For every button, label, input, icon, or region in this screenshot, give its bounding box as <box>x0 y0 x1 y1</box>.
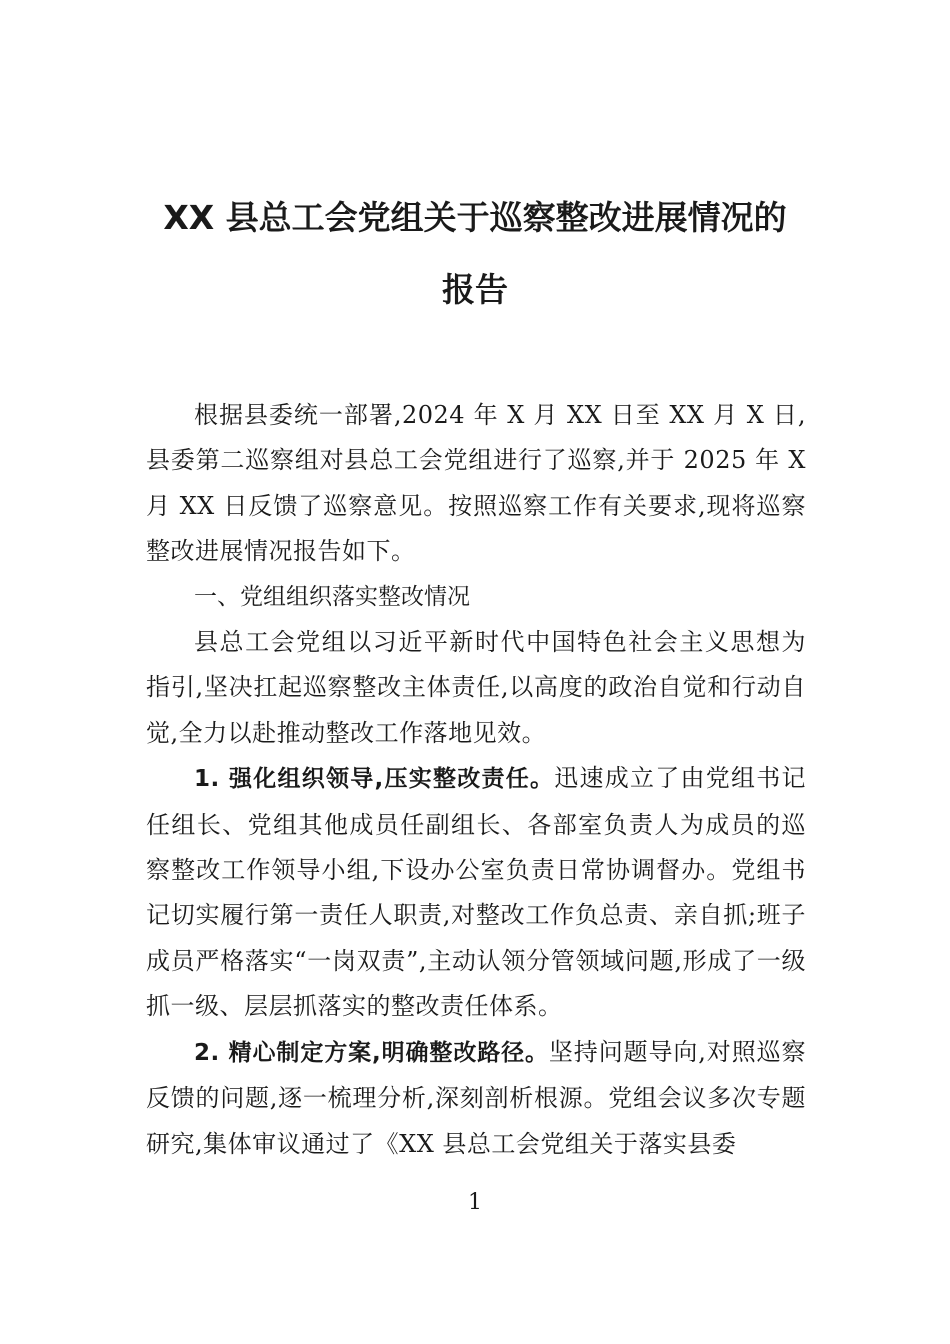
document-title <box>120 182 830 326</box>
intro-paragraph: 根据县委统一部署,2024 年 X 月 XX 日至 XX 月 X 日,县委第二巡察组对县总工会党组进行了巡察,并于 2025 年 X 月 XX 日反馈了巡察意见。按照巡察工作有关要求,现将巡察整改进展情况报告如下。 <box>146 401 806 566</box>
section-1-intro-paragraph: 县总工会党组以习近平新时代中国特色社会主义思想为指引,坚决扛起巡察整改主体责任,以高度的政治自觉和行动自觉,全力以赴推动整改工作落地见效。 <box>146 628 806 747</box>
item-1-lead: 1. 强化组织领导,压实整改责任。 <box>194 766 555 793</box>
item-2-text: 坚持问题导向,对照巡察反馈的问题,逐一梳理分析,深刻剖析根源。党组会议多次专题研究,集体审议通过了《XX 县总工会党组关于落实县委 <box>146 1037 806 1158</box>
section-heading-1: 一、党组组织落实整改情况 <box>194 583 470 610</box>
item-2-lead: 2. 精心制定方案,明确整改路径。 <box>194 1039 549 1066</box>
document-body <box>146 393 806 1167</box>
page-number: 1 <box>468 1190 482 1215</box>
item-2-paragraph <box>146 1030 806 1167</box>
title-line-1: XX 县总工会党组关于巡察整改进展情况的 <box>163 198 787 237</box>
title-line-2: 报告 <box>442 270 508 309</box>
item-1-paragraph <box>146 756 806 1029</box>
item-1-text: 迅速成立了由党组书记任组长、党组其他成员任副组长、各部室负责人为成员的巡察整改工作领导小组,下设办公室负责日常协调督办。党组书记切实履行第一责任人职责,对整改工作负总责、亲自抓;班子成员严格落实“一岗双责”,主动认领分管领域问题,形成了一级抓一级、层层抓落实的整改责任体系。 <box>146 764 806 1021</box>
